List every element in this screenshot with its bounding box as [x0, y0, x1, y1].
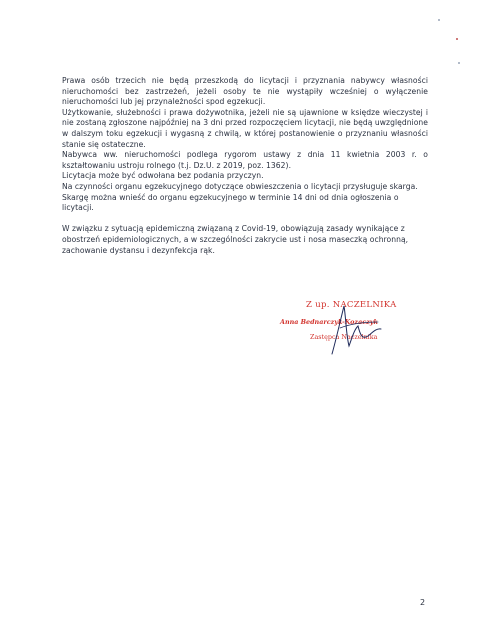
paragraph-cancellation: Licytacja może być odwołana bez podania przyczyn. [62, 171, 264, 181]
paragraph-third-party-rights: Prawa osób trzecich nie będą przeszkodą do licytacji i przyznania nabywcy własności nieruchomości bez zastrzeżeń, jeżeli osoby te nie wystąpiły wcześniej o wyłączenie nieruchomości lub jej przynależności spod egzekucji. [62, 76, 428, 107]
paragraph-easements: Użytkowanie, służebności i prawa dożywotnika, jeżeli nie są ujawnione w księdze wieczystej i nie zostaną zgłoszone najpóźniej na 3 dni przed rozpoczęciem licytacji, nie będą uwzględnione w dalszym toku egzekucji i wygasną z chwilą, w której postanowienie o przyznaniu własności stanie się ostateczne. [62, 107, 428, 149]
paragraph-buyer-rules: Nabywca ww. nieruchomości podlega rygorom ustawy z dnia 11 kwietnia 2003 r. o kształtowaniu ustroju rolnego (t.j. Dz.U. z 2019, poz. 1362). [62, 150, 428, 170]
document-body [62, 76, 428, 256]
handwritten-signature [280, 300, 420, 360]
paragraph-complaint-deadline: Skargę można wnieść do organu egzekucyjnego w terminie 14 dni od dnia ogłoszenia o licytacji. [62, 192, 399, 213]
scan-speck [438, 19, 440, 21]
scan-speck [456, 38, 458, 40]
stamp-line-role: Zastępca Naczelnika [310, 333, 378, 341]
paragraph-complaint: Na czynności organu egzekucyjnego dotyczące obwieszczenia o licytacji przysługuje skarga. [62, 181, 418, 191]
paragraph-gap [62, 214, 428, 225]
scan-speck [458, 62, 460, 64]
stamp-line-authority: Z up. NACZELNIKA [306, 300, 397, 310]
page-number: 2 [420, 598, 426, 607]
signature-stamp [280, 300, 420, 360]
paragraph-covid: W związku z sytuacją epidemiczną związaną z Covid-19, obowiązują zasady wynikające z obostrzeń epidemiologicznych, a w szczególności zakrycie ust i nosa maseczką ochronną, zachowanie dystansu i dezynfekcja rąk. [62, 224, 409, 255]
stamp-line-name: Anna Bednarczyk-Kozaczyk [280, 318, 378, 326]
